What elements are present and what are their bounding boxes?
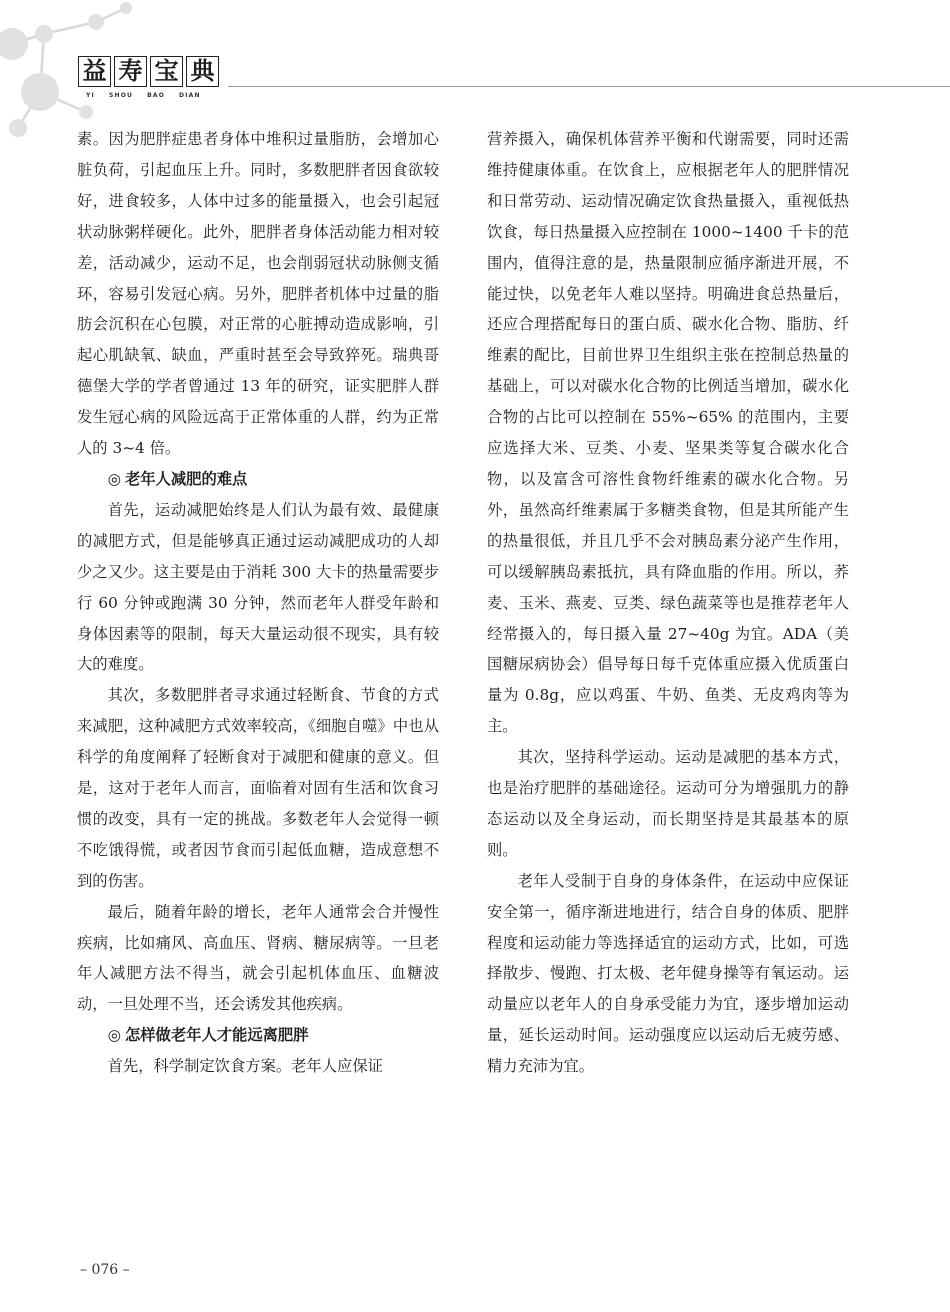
section-heading-text: 老年人减肥的难点 bbox=[124, 469, 248, 488]
section-heading bbox=[77, 464, 439, 495]
section-heading-text: 怎样做老年人才能远离肥胖 bbox=[124, 1026, 309, 1045]
paragraph: 老年人受制于自身的身体条件，在运动中应保证安全第一，循序渐进地进行，结合自身的体质、肥胖程度和运动能力等选择适宜的运动方式，比如，可选择散步、慢跑、打太极、老年健身操等有氧运动。运动量应以老年人的自身承受能力为宜，逐步增加运动量，延长运动时间。运动强度应以运动后无疲劳感、精力充沛为宜。 bbox=[487, 871, 849, 1076]
section-marker: ◎ bbox=[107, 1026, 121, 1045]
paragraph: 首先，运动减肥始终是人们认为最有效、最健康的减肥方式，但是能够真正通过运动减肥成功的人却少之又少。这主要是由于消耗 300 大卡的热量需要步行 60 分钟或跑满 30 分钟，然而老年人群受年龄和身体因素等的限制，每天大量运动很不现实，具有较大的难度。 bbox=[77, 500, 439, 674]
right-column bbox=[487, 124, 849, 1082]
paragraph: 素。因为肥胖症患者身体中堆积过量脂肪，会增加心脏负荷，引起血压上升。同时，多数肥胖者因食欲较好，进食较多，人体中过多的能量摄入，也会引起冠状动脉粥样硬化。此外，肥胖者身体活动能力相对较差，活动减少，运动不足，也会削弱冠状动脉侧支循环，容易引发冠心病。另外，肥胖者机体中过量的脂肪会沉积在心包膜，对正常的心脏搏动造成影响，引起心肌缺氧、缺血，严重时甚至会导致猝死。瑞典哥德堡大学的学者曾通过 13 年的研究，证实肥胖人群发生冠心病的风险远高于正常体重的人群，约为正常人的 3~4 倍。 bbox=[77, 130, 439, 458]
header-rule bbox=[228, 86, 950, 87]
paragraph: 首先，科学制定饮食方案。老年人应保证 bbox=[107, 1057, 383, 1076]
magazine-logo bbox=[78, 56, 219, 87]
paragraph: 其次，多数肥胖者寻求通过轻断食、节食的方式来减肥，这种减肥方式效率较高，《细胞自噬》中也从科学的角度阐释了轻断食对于减肥和健康的意义。但是，这对于老年人而言，面临着对固有生活和饮食习惯的改变，具有一定的挑战。多数老年人会觉得一顿不吃饿得慌，或者因节食而引起低血糖，造成意想不到的伤害。 bbox=[77, 686, 439, 890]
section-heading bbox=[77, 1020, 439, 1051]
logo-char: 益 bbox=[78, 56, 111, 87]
logo-char: 宝 bbox=[150, 56, 183, 87]
paragraph: 最后，随着年龄的增长，老年人通常会合并慢性疾病，比如痛风、高血压、肾病、糖尿病等。一旦老年人减肥方法不得当，就会引起机体血压、血糖波动，一旦处理不当，还会诱发其他疾病。 bbox=[77, 902, 439, 1014]
logo-pinyin-word: BAO bbox=[147, 92, 166, 99]
section-marker: ◎ bbox=[107, 469, 121, 488]
logo-pinyin bbox=[86, 92, 201, 99]
logo-pinyin-word: SHOU bbox=[108, 92, 134, 99]
left-column bbox=[77, 124, 439, 1082]
page-number: – 076 – bbox=[80, 1262, 130, 1278]
paragraph: 营养摄入，确保机体营养平衡和代谢需要，同时还需维持健康体重。在饮食上，应根据老年人的肥胖情况和日常劳动、运动情况确定饮食热量摄入，重视低热饮食，每日热量摄入应控制在 1000~1400 千卡的范围内，值得注意的是，热量限制应循序渐进开展，不能过快，以免老年人难以坚持。明确进食总热量后，还应合理搭配每日的蛋白质、碳水化合物、脂肪、纤维素的配比，目前世界卫生组织主张在控制总热量的基础上，可以对碳水化合物的比例适当增加，碳水化合物的占比可以控制在 55%~65% 的范围内，主要应选择大米、豆类、小麦、坚果类等复合碳水化合物，以及富含可溶性食物纤维素的碳水化合物。另外，虽然高纤维素属于多糖类食物，但是其所能产生的热量很低，并且几乎不会对胰岛素分泌产生作用，可以缓解胰岛素抵抗，具有降血脂的作用。所以，荞麦、玉米、燕麦、豆类、绿色蔬菜等也是推荐老年人经常摄入的，每日摄入量 27~40g 为宜。ADA（美国糖尿病协会）倡导每日每千克体重应摄入优质蛋白量为 0.8g，应以鸡蛋、牛奶、鱼类、无皮鸡肉等为主。 bbox=[487, 130, 849, 736]
paragraph: 其次，坚持科学运动。运动是减肥的基本方式，也是治疗肥胖的基础途径。运动可分为增强肌力的静态运动以及全身运动，而长期坚持是其最基本的原则。 bbox=[487, 748, 849, 859]
logo-pinyin-word: DIAN bbox=[179, 92, 201, 99]
logo-char: 寿 bbox=[114, 56, 147, 87]
logo-char: 典 bbox=[186, 56, 219, 87]
logo-pinyin-word: YI bbox=[86, 92, 95, 99]
